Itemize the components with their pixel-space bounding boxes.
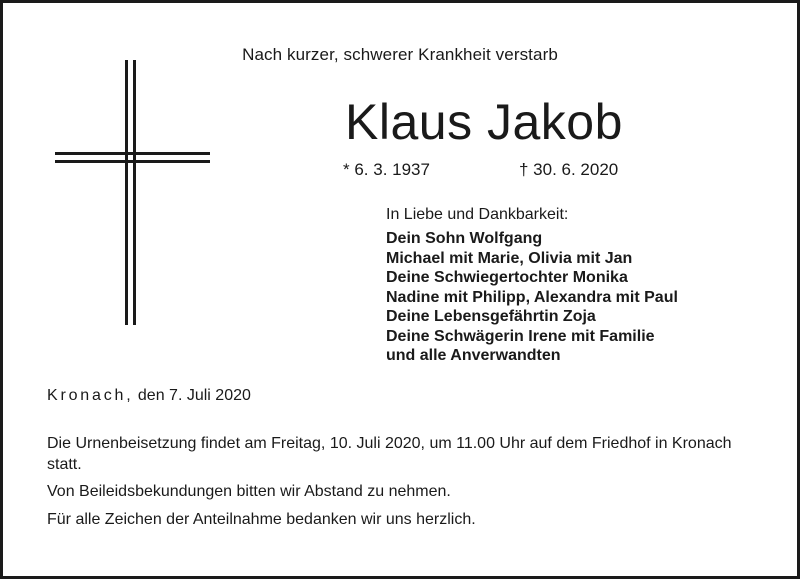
mourners-heading: In Liebe und Dankbarkeit: xyxy=(386,206,569,223)
place-and-date xyxy=(47,387,251,405)
mourner-line: Nadine mit Philipp, Alexandra mit Paul xyxy=(386,288,678,306)
birth-date: * 6. 3. 1937 xyxy=(343,160,430,179)
death-date: † 30. 6. 2020 xyxy=(519,160,619,179)
place-city: Kronach, xyxy=(47,387,134,404)
intro-line: Nach kurzer, schwerer Krankheit verstarb xyxy=(242,45,558,64)
mourner-line: Deine Schwägerin Irene mit Familie xyxy=(386,327,655,345)
notice-paragraph: Von Beileidsbekundungen bitten wir Abstand zu nehmen. xyxy=(47,483,451,500)
notice-paragraph: Die Urnenbeisetzung findet am Freitag, 10. Juli 2020, um 11.00 Uhr auf dem Friedhof in Kronach statt. xyxy=(47,435,732,473)
notice-paragraph: Für alle Zeichen der Anteilnahme bedanken wir uns herzlich. xyxy=(47,510,476,528)
notices xyxy=(47,434,747,537)
mourners-list xyxy=(386,229,678,366)
mourner-line: Deine Lebensgefährtin Zoja xyxy=(386,308,596,325)
mourner-line: Deine Schwiegertochter Monika xyxy=(386,269,628,286)
mourner-line: und alle Anverwandten xyxy=(386,347,561,364)
mourner-line: Michael mit Marie, Olivia mit Jan xyxy=(386,249,633,267)
mourner-line: Dein Sohn Wolfgang xyxy=(386,230,543,247)
double-line-cross-icon xyxy=(55,60,210,325)
deceased-name: Klaus Jakob xyxy=(345,94,623,150)
place-date: den 7. Juli 2020 xyxy=(137,387,251,404)
